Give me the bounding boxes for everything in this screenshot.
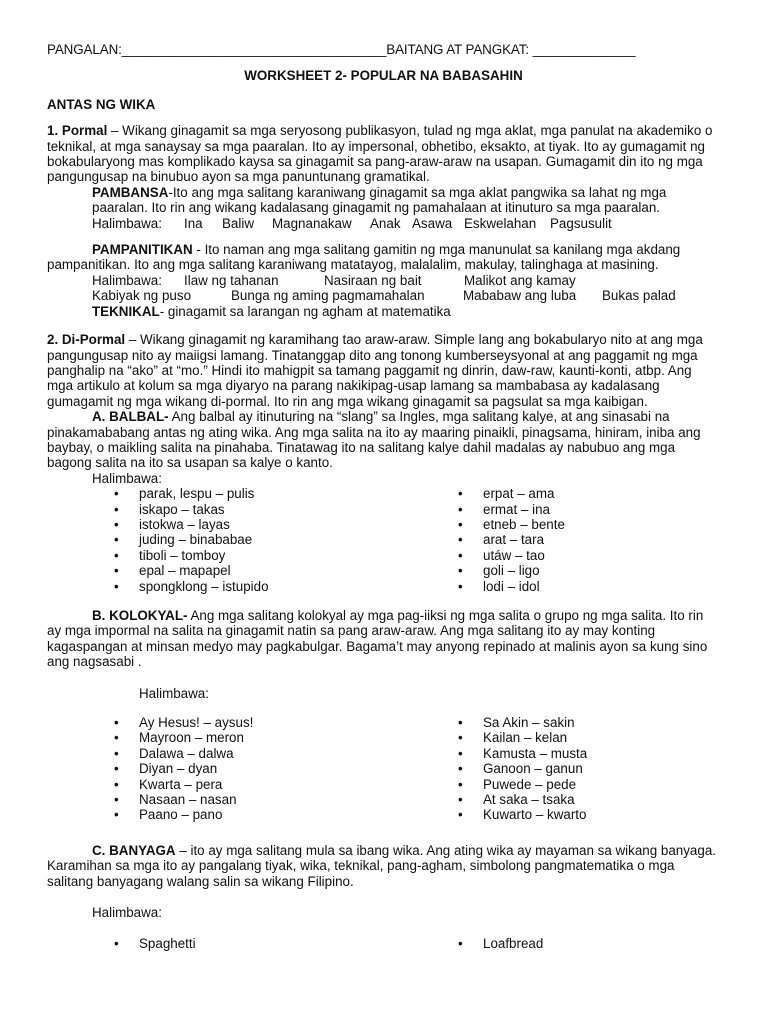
list-item: • utáw – tao [456, 548, 720, 563]
example-word: Pagsusulit [550, 215, 612, 231]
pambansa-text: -Ito ang mga salitang karaniwang ginagamit sa mga aklat pangwika sa lahat ng mga paaralan. Ito rin ang wikang kadalasang ginagamit ng pamahalaan at itinuturo sa mga paaralan. [92, 184, 667, 216]
list-item: • Spaghetti [112, 936, 416, 951]
pampanitikan-text: - Ito naman ang mga salitang gamitin ng mga manunulat sa kanilang mga akdang pampanitikan. Ito ang mga salitang karaniwang matatayog, malalalim, makulay, talinghaga at masining. [47, 242, 681, 273]
example-word: Magnanakaw [272, 215, 352, 231]
balbal-paragraph [47, 409, 720, 471]
kolokyal-example-list [47, 715, 720, 823]
example-phrase: Bunga ng aming pagmamahalan [231, 288, 425, 304]
kolokyal-halimbawa: Halimbawa: [139, 685, 209, 701]
list-item: • Kwarta – pera [112, 777, 416, 792]
kolokyal-text: Ang mga salitang kolokyal ay mga pag-iiksi ng mga salita o grupo ng mga salita. Ito rin ay mga impormal na salita na ginagamit natin sa pang araw-araw. Ang mga salitang ito ay may konting kagaspangan at minsan medyo may pagkabulgar. Bagama’t may anyong repinado at malinis ayon sa kung sino ang nagsasabi . [47, 608, 708, 670]
kolokyal-heading: B. KOLOKYAL- [92, 608, 188, 623]
dipormal-heading: 2. Di-Pormal [47, 332, 126, 348]
pampanitikan-heading: PAMPANITIKAN [92, 242, 193, 258]
list-item: • Paano – pano [112, 807, 416, 822]
example-word: Anak [370, 215, 401, 231]
list-item: • erpat – ama [456, 486, 720, 501]
banyaga-halimbawa: Halimbawa: [92, 905, 162, 921]
list-item: • Diyan – dyan [112, 761, 416, 776]
banyaga-text: – ito ay mga salitang mula sa ibang wika. Ang ating wika ay mayaman sa wikang banyaga. Karamihan sa mga ito ay pangalang tiyak, wika, teknikal, pang-agham, simbolong pangmatematika o mga salitang banyagang walang salin sa wikang Filipino. [47, 842, 716, 889]
list-item: • Kailan – kelan [456, 730, 720, 745]
list-item: • spongklong – istupido [112, 579, 416, 594]
list-item: • lodi – idol [456, 579, 720, 594]
example-phrase: Nasiraan ng bait [324, 272, 422, 288]
example-phrase: Malikot ang kamay [464, 272, 576, 288]
banyaga-paragraph [47, 843, 720, 889]
kolokyal-right-list [416, 715, 720, 823]
list-item: • Mayroon – meron [112, 730, 416, 745]
name-section-line: PANGALAN:____________________________________BAITANG AT PANGKAT: ______________ [47, 42, 636, 57]
pampanitikan-examples-2 [47, 288, 720, 303]
teknikal-paragraph [47, 304, 720, 319]
list-item: • Sa Akin – sakin [456, 715, 720, 730]
list-item: • arat – tara [456, 532, 720, 547]
list-item: • etneb – bente [456, 517, 720, 532]
antas-heading: ANTAS NG WIKA [47, 96, 156, 112]
worksheet-title: WORKSHEET 2- POPULAR NA BABASAHIN [244, 68, 523, 84]
balbal-example-list [47, 486, 720, 594]
dipormal-paragraph [47, 332, 720, 409]
example-phrase: Kabiyak ng puso [92, 288, 192, 304]
list-item: • Kuwarto – kwarto [456, 807, 720, 822]
pormal-paragraph [47, 123, 720, 185]
pormal-heading: 1. Pormal [47, 123, 108, 139]
list-item: • Dalawa – dalwa [112, 746, 416, 761]
list-item: • Loafbread [456, 936, 720, 951]
example-word: Asawa [412, 215, 453, 231]
example-label: Halimbawa: [92, 215, 162, 231]
teknikal-text: - ginagamit sa larangan ng agham at matematika [159, 303, 451, 319]
example-word: Eskwelahan [464, 215, 537, 231]
example-label: Halimbawa: [92, 272, 162, 288]
pambansa-examples [47, 216, 720, 231]
balbal-right-list [416, 486, 720, 594]
pampanitikan-paragraph [47, 242, 720, 273]
list-item: • ermat – ina [456, 502, 720, 517]
banyaga-example-list [47, 936, 720, 951]
example-phrase: Mababaw ang luba [463, 288, 577, 304]
kolokyal-paragraph [47, 608, 720, 670]
balbal-text: Ang balbal ay itinuturing na “slang” sa Ingles, mga salitang kalye, at ang sinasabi na pinakamababang antas ng ating wika. Ang mga salita na ito ay maaring pinaikli, pinagsama, hiniram, iniba ang baybay, o maikling salita na pinahaba. Tinatawag ito na salitang kalye dahil madalas ay nabubuo ang mga bagong salita na ito sa usapan sa kalye o kanto. [47, 409, 701, 471]
pampanitikan-examples-1 [47, 273, 720, 288]
teknikal-heading: TEKNIKAL [92, 303, 160, 319]
list-item: • iskapo – takas [112, 502, 416, 517]
banyaga-right-list [416, 936, 720, 951]
list-item: • goli – ligo [456, 563, 720, 578]
balbal-halimbawa: Halimbawa: [92, 470, 162, 486]
list-item: • epal – mapapel [112, 563, 416, 578]
dipormal-text: – Wikang ginagamit ng karamihang tao araw-araw. Simple lang ang bokabularyo nito at ang mga pangungusap nito ay maiigsi lamang. Tinatanggap dito ang tonong kumberseysyonal at ang paggamit ng mga panghalip na “ako” at “mo.” Hindi ito mahigpit sa tamang paggamit ng dinrin, daw-raw, kaunti-konti, atbp. Ang mga artikulo at kolum sa mga diyaryo na parang nakikipag-usap lamang sa mambabasa ay kadalasang gumagamit ng mga wikang di-pormal. Ito rin ang mga wikang ginagamit sa pagsulat sa mga kaibigan. [47, 332, 703, 409]
list-item: • istokwa – layas [112, 517, 416, 532]
list-item: • Kamusta – musta [456, 746, 720, 761]
list-item: • tiboli – tomboy [112, 548, 416, 563]
kolokyal-left-list [112, 715, 416, 823]
pambansa-paragraph [47, 185, 720, 216]
list-item: • Puwede – pede [456, 777, 720, 792]
list-item: • At saka – tsaka [456, 792, 720, 807]
balbal-left-list [112, 486, 416, 594]
pormal-text: – Wikang ginagamit sa mga seryosong publikasyon, tulad ng mga aklat, mga panulat na akademiko o teknikal, at mga sanaysay sa mga paaralan. Ito ay impersonal, obhetibo, eksakto, at tiyak. Ito ay gumagamit ng bokabularyong mas komplikado kaysa sa ginagamit sa pang-araw-araw na usapan. Gumagamit din ito ng mga pangungusap na binubuo ayon sa mga panuntunang gramatikal. [47, 123, 713, 185]
list-item: • Ganoon – ganun [456, 761, 720, 776]
list-item: • Nasaan – nasan [112, 792, 416, 807]
example-phrase: Ilaw ng tahanan [184, 272, 279, 288]
list-item: • juding – binababae [112, 532, 416, 547]
banyaga-heading: C. BANYAGA [92, 842, 176, 858]
list-item: • parak, lespu – pulis [112, 486, 416, 501]
example-word: Baliw [222, 215, 254, 231]
pambansa-heading: PAMBANSA [92, 184, 169, 200]
example-word: Ina [184, 215, 203, 231]
list-item: • Ay Hesus! – aysus! [112, 715, 416, 730]
balbal-heading: A. BALBAL- [92, 409, 169, 425]
banyaga-left-list [112, 936, 416, 951]
example-phrase: Bukas palad [602, 288, 676, 304]
